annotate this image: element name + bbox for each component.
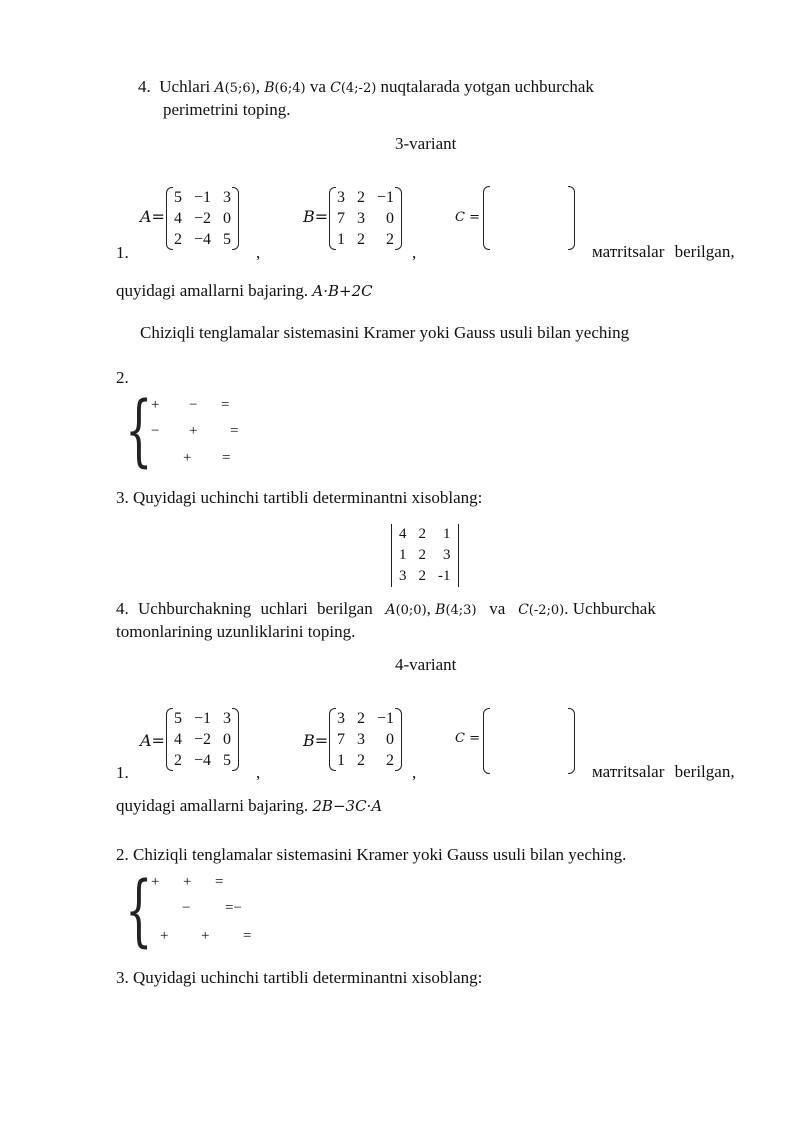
- matrix-cell: 7: [337, 210, 345, 227]
- point-a: A: [214, 80, 225, 96]
- matrix-cell: 4: [174, 731, 182, 748]
- matrix-cell: -1: [438, 568, 451, 584]
- matrix-cell: 2: [357, 231, 365, 248]
- system-symbol: =: [243, 928, 252, 944]
- separator: ,: [412, 763, 417, 782]
- task-text: nuqtalarada yotgan uchburchak: [380, 77, 594, 96]
- matrix-cell: 3: [223, 189, 232, 206]
- task2-text: 2. Chiziqli tenglamalar sistemasini Kramer yoki Gauss usuli bilan yeching.: [116, 845, 627, 864]
- task-text: матritsalar berilgan,: [592, 242, 735, 261]
- task3-text: 3. Quyidagi uchinchi tartibli determinantni xisoblang:: [116, 968, 483, 987]
- matrix-b-label: B=: [303, 731, 329, 750]
- matrix-cell: 2: [357, 710, 365, 727]
- task-text: . Uchburchak: [564, 599, 656, 618]
- matrix-cell: 2: [418, 568, 426, 584]
- task3-text: 3. Quyidagi uchinchi tartibli determinantni xisoblang:: [116, 488, 483, 507]
- matrix-cell: 4: [399, 526, 407, 542]
- variant-heading: 3-variant: [395, 134, 457, 153]
- matrix-cell: −1: [377, 189, 395, 206]
- point-a-coords: (0;0): [395, 603, 427, 618]
- separator: ,: [256, 763, 261, 782]
- task4-line2: tomonlarining uzunliklarini toping.: [116, 622, 356, 641]
- matrix-c-label: C =: [455, 210, 480, 225]
- matrix-cell: 3: [223, 710, 232, 727]
- matrix-cell: 2: [174, 231, 182, 248]
- matrix-cell: 0: [386, 210, 395, 227]
- matrix-cell: 5: [174, 710, 182, 727]
- task4-line2: perimetrini toping.: [163, 100, 291, 119]
- matrix-b: [331, 187, 400, 250]
- matrix-cell: 1: [399, 547, 407, 563]
- matrix-c: [485, 186, 573, 250]
- point-b-coords: (4;3): [445, 603, 477, 618]
- matrix-cell: 1: [337, 231, 345, 248]
- task-number: 1.: [116, 243, 129, 262]
- point-b-coords: (6;4): [274, 81, 306, 96]
- task4-line1: 4. Uchlari A(5;6), B(6;4) va C(4;-2) nuqtalarada yotgan uchburchak: [138, 77, 594, 96]
- system-brace: {: [125, 866, 153, 956]
- system-symbol: =: [215, 874, 224, 890]
- matrix-row: [168, 729, 237, 750]
- matrix-cell: 1: [337, 752, 345, 769]
- system-symbol: =: [230, 423, 239, 439]
- task-number: 2.: [116, 368, 129, 387]
- matrix-cell: −1: [377, 710, 395, 727]
- matrix-cell: −4: [194, 231, 212, 248]
- system-symbol: =−: [225, 900, 242, 916]
- variant-heading: 4-variant: [395, 655, 457, 674]
- matrix-cell: −1: [194, 710, 212, 727]
- task1-line2: [116, 281, 373, 301]
- point-c-coords: (4;-2): [340, 81, 377, 96]
- matrix-cell: 5: [174, 189, 182, 206]
- matrix-row: [331, 750, 400, 771]
- matrix-a-label: A=: [140, 731, 165, 750]
- system-symbol: +: [151, 874, 160, 890]
- matrix-cell: 3: [443, 547, 451, 563]
- point-a: A: [385, 602, 396, 618]
- matrix-row: [393, 545, 457, 566]
- matrix-cell: −4: [194, 752, 212, 769]
- conj: va: [489, 599, 506, 618]
- task-number: 1.: [116, 763, 129, 782]
- matrix-cell: 0: [223, 731, 232, 748]
- point-c-coords: (-2;0): [528, 603, 565, 618]
- matrix-row: [331, 187, 400, 208]
- conj: va: [309, 77, 326, 96]
- matrix-a-label: A=: [140, 207, 165, 226]
- determinant: [393, 524, 457, 587]
- matrix-cell: 7: [337, 731, 345, 748]
- task-text: 4. Uchburchakning uchlari berilgan: [116, 599, 373, 618]
- matrix-cell: −2: [194, 731, 212, 748]
- matrix-cell: 2: [386, 752, 395, 769]
- matrix-row: [168, 229, 237, 250]
- matrix-cell: 1: [443, 526, 451, 542]
- matrix-cell: 2: [174, 752, 182, 769]
- task-text: quyidagi amallarni bajaring.: [116, 796, 309, 815]
- matrix-row: [393, 566, 457, 587]
- matrix-cell: 3: [337, 189, 345, 206]
- system-symbol: −: [189, 397, 198, 413]
- matrix-c: [485, 708, 573, 774]
- system-symbol: +: [160, 928, 169, 944]
- matrix-row: [168, 208, 237, 229]
- task4-line1: 4. Uchburchakning uchlari berilgan A(0;0), B(4;3) va C(-2;0). Uchburchak: [116, 599, 656, 618]
- matrix-a: [168, 187, 237, 250]
- system-symbol: +: [183, 874, 192, 890]
- point-a-coords: (5;6): [224, 81, 256, 96]
- separator: ,: [256, 243, 261, 262]
- system-brace: {: [125, 386, 153, 476]
- separator: ,: [412, 243, 417, 262]
- matrix-row: [331, 208, 400, 229]
- matrix-row: [168, 708, 237, 729]
- matrix-a: [168, 708, 237, 771]
- task1-line2: [116, 796, 382, 816]
- matrix-cell: 5: [223, 752, 232, 769]
- matrix-row: [168, 750, 237, 771]
- matrix-b: [331, 708, 400, 771]
- matrix-cell: −2: [194, 210, 212, 227]
- matrix-row: [168, 187, 237, 208]
- system-symbol: +: [183, 450, 192, 466]
- matrix-row: [331, 229, 400, 250]
- point-c: C: [518, 602, 529, 618]
- point-b: B: [264, 80, 275, 96]
- matrix-c-label: C =: [455, 731, 480, 746]
- task-text: quyidagi amallarni bajaring.: [116, 281, 309, 300]
- system-symbol: =: [221, 397, 230, 413]
- point-b: B: [435, 602, 446, 618]
- matrix-cell: 3: [399, 568, 407, 584]
- matrix-cell: 2: [357, 752, 365, 769]
- matrix-cell: 3: [357, 210, 365, 227]
- matrix-cell: 0: [223, 210, 232, 227]
- system-symbol: +: [189, 423, 198, 439]
- expression: A·B+2C: [312, 282, 373, 300]
- system-symbol: +: [201, 928, 210, 944]
- matrix-cell: 5: [223, 231, 232, 248]
- matrix-cell: −1: [194, 189, 212, 206]
- matrix-cell: 2: [418, 547, 426, 563]
- task-text: матritsalar berilgan,: [592, 762, 735, 781]
- matrix-cell: 2: [357, 189, 365, 206]
- task-number: 4.: [138, 77, 151, 96]
- system-symbol: −: [182, 900, 191, 916]
- task-text: Uchlari: [159, 77, 211, 96]
- task2-intro: Chiziqli tenglamalar sistemasini Kramer yoki Gauss usuli bilan yeching: [140, 323, 630, 342]
- matrix-row: [393, 524, 457, 545]
- point-c: C: [330, 80, 341, 96]
- system-symbol: +: [151, 397, 160, 413]
- expression: 2B−3C·A: [312, 797, 383, 815]
- matrix-cell: 2: [386, 231, 395, 248]
- matrix-cell: 3: [357, 731, 365, 748]
- matrix-row: [331, 729, 400, 750]
- matrix-cell: 4: [174, 210, 182, 227]
- matrix-cell: 0: [386, 731, 395, 748]
- matrix-cell: 3: [337, 710, 345, 727]
- system-symbol: =: [222, 450, 231, 466]
- matrix-cell: 2: [418, 526, 426, 542]
- matrix-b-label: B=: [303, 207, 329, 226]
- system-symbol: −: [151, 423, 160, 439]
- matrix-row: [331, 708, 400, 729]
